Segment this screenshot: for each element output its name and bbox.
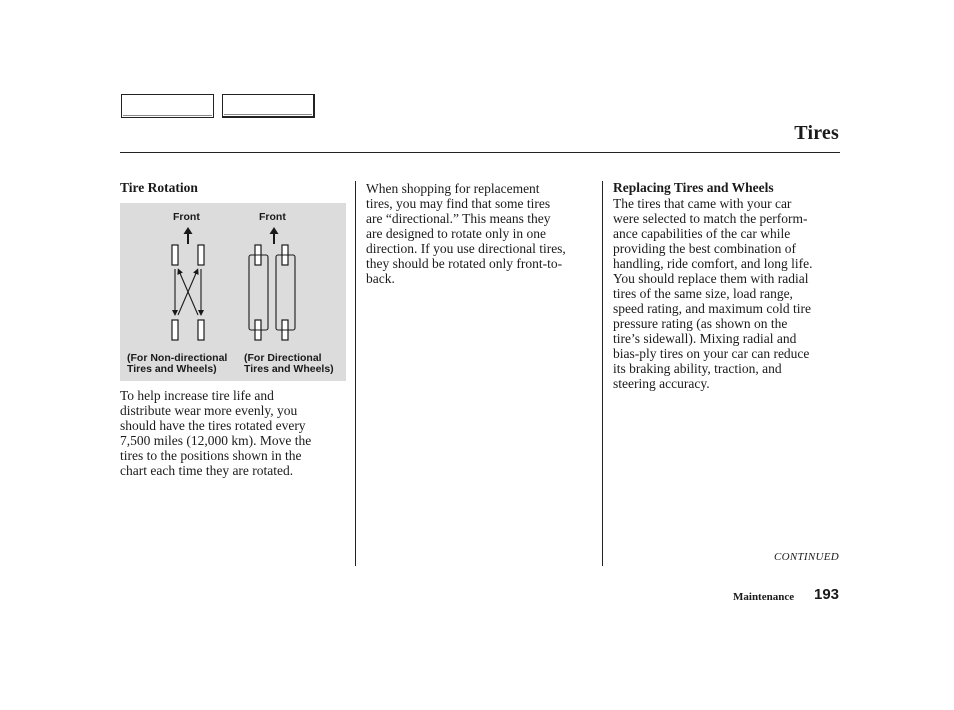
text-line: they should be rotated only front-to- (366, 256, 563, 271)
front-arrow-right-icon (270, 227, 279, 244)
replacing-tires-paragraph (613, 196, 812, 391)
previous-page-button[interactable] (121, 94, 214, 118)
text-line: You should replace them with radial (613, 271, 809, 286)
caption-right-line-1: (For Directional (244, 352, 322, 364)
column-divider-left (355, 181, 356, 566)
title-divider (120, 152, 840, 153)
tire-rear-right-icon (198, 320, 204, 340)
continued-note: CONTINUED (773, 551, 839, 563)
text-line: tire’s sidewall). Mixing radial and (613, 331, 797, 346)
column-divider-right (602, 181, 603, 566)
tire-rotation-paragraph (120, 388, 311, 478)
tire-rotation-heading: Tire Rotation (120, 180, 198, 195)
text-line: its braking ability, traction, and (613, 361, 782, 376)
text-line: To help increase tire life and (120, 388, 274, 403)
non-directional-rotation-arrows (175, 269, 201, 315)
text-line: bias-ply tires on your car can reduce (613, 346, 810, 361)
front-arrow-left-icon (184, 227, 193, 244)
text-line: are “directional.” This means they (366, 211, 551, 226)
text-line: chart each time they are rotated. (120, 463, 294, 478)
text-line: tires of the same size, load range, (613, 286, 793, 301)
text-line: tires, you may find that some tires (366, 196, 551, 211)
next-page-button[interactable] (222, 94, 315, 118)
tire-front-right-icon (198, 245, 204, 265)
text-line: distribute wear more evenly, you (120, 403, 298, 418)
text-line: direction. If you use directional tires, (366, 241, 566, 256)
text-line: ance capabilities of the car while (613, 226, 791, 241)
text-line: tires to the positions shown in the (120, 448, 302, 463)
directional-rotation-loops (249, 255, 295, 330)
directional-tires-paragraph (366, 181, 566, 286)
footer-section-name: Maintenance (733, 591, 795, 603)
caption-right-line-2: Tires and Wheels) (244, 363, 334, 375)
caption-left-line-1: (For Non-directional (127, 352, 228, 364)
tire-rear-left-icon (172, 320, 178, 340)
text-line: The tires that came with your car (613, 196, 792, 211)
tire-front-left-icon (172, 245, 178, 265)
tire-rotation-diagram (120, 203, 346, 381)
page-number: 193 (814, 586, 840, 603)
text-line: pressure rating (as shown on the (613, 316, 788, 331)
text-line: handling, ride comfort, and long life. (613, 256, 813, 271)
page-title: Tires (794, 122, 839, 144)
front-label-right: Front (259, 211, 286, 223)
text-line: back. (366, 271, 395, 286)
text-line: are designed to rotate only in one (366, 226, 546, 241)
caption-left-line-2: Tires and Wheels) (127, 363, 217, 375)
text-line: steering accuracy. (613, 376, 710, 391)
text-line: 7,500 miles (12,000 km). Move the (120, 433, 312, 448)
text-line: providing the best combination of (613, 241, 796, 256)
text-line: speed rating, and maximum cold tire (613, 301, 811, 316)
front-label-left: Front (173, 211, 200, 223)
text-line: When shopping for replacement (366, 181, 540, 196)
text-line: were selected to match the perform- (613, 211, 808, 226)
replacing-tires-heading: Replacing Tires and Wheels (613, 180, 774, 195)
rotation-pattern-drawing (120, 203, 346, 381)
text-line: should have the tires rotated every (120, 418, 306, 433)
